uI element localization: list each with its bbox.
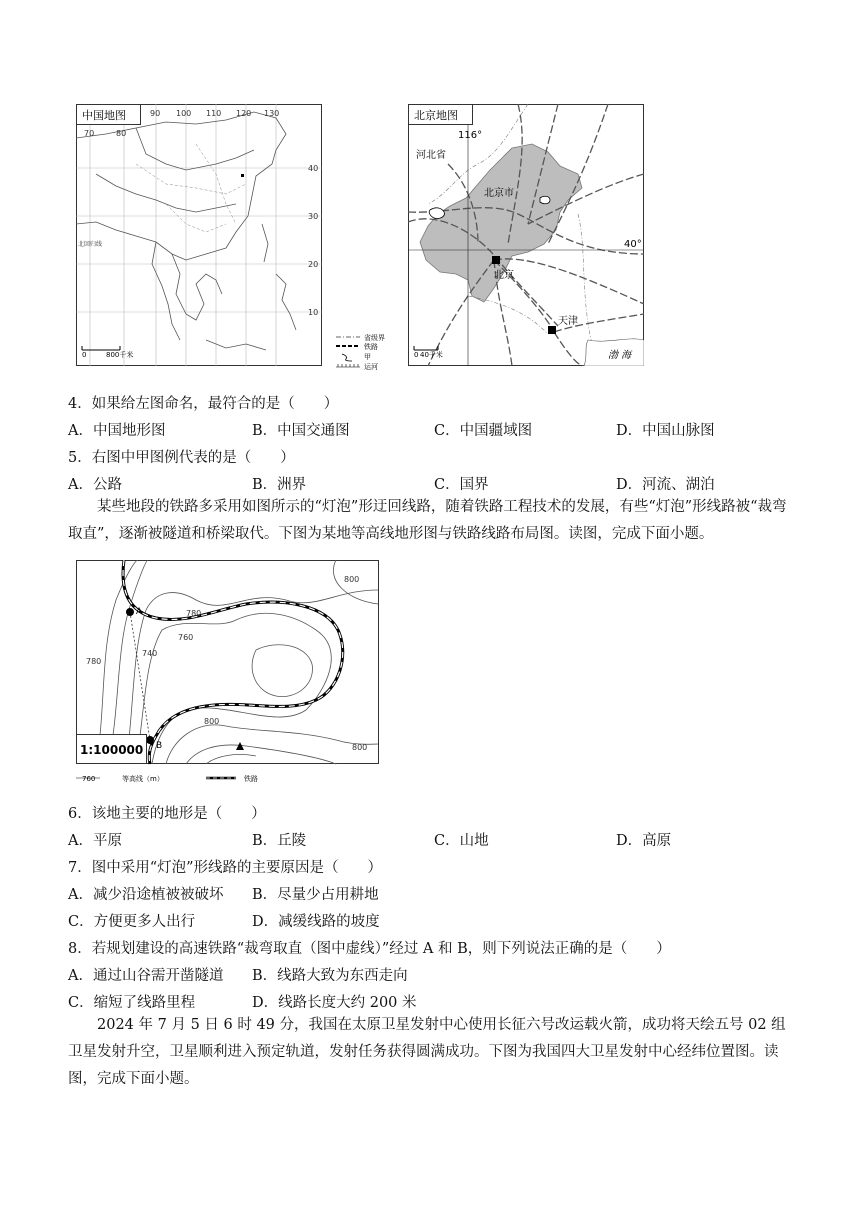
lon-label: 120 [236,109,252,118]
q6-option-a[interactable]: A．平原 [68,833,122,849]
hebei-label: 河北省 [416,150,446,161]
lat-label: 40° [624,239,642,250]
contour-label: 780 [186,609,202,618]
legend-contour: 等高线（m） [122,775,164,783]
q6-option-c[interactable]: C．山地 [434,833,489,849]
q7-option-c[interactable]: C．方便更多人出行 [68,914,196,930]
bohai-label: 渤 海 [608,350,632,361]
lon-label: 130 [264,109,280,118]
lat-label: 20 [308,260,319,269]
question-4-stem: 4．如果给左图命名，最符合的是（ ） [68,396,339,412]
scale-label: 800千米 [106,351,134,359]
legend-item: 运河 [364,363,378,370]
q5-option-d[interactable]: D．河流、湖泊 [616,477,715,493]
lon-label: 70 [84,129,95,138]
legend-item: 铁路 [364,343,378,351]
question-7-stem: 7．图中采用“灯泡”形线路的主要原因是（ ） [68,860,383,876]
contour-map [76,560,380,790]
q8-option-b[interactable]: B．线路大致为东西走向 [252,968,408,984]
contour-label: 760 [178,633,194,642]
intro-paragraph-2: 2024 年 7 月 5 日 6 时 49 分，我国在太原卫星发射中心使用长征六号改运载火箭，成功将天绘五号 02 组卫星发射升空，卫星顺利进入预定轨道，发射任务获得圆满成功。下图为我国四大卫星发射中心经纬位置图。读图，完成下面小题。 [68,1017,786,1087]
beijing-map [408,104,644,366]
q7-option-b[interactable]: B．尽量少占用耕地 [252,887,379,903]
legend-item: 省级界 [364,334,385,342]
lon-label: 116° [458,130,483,141]
q5-option-c[interactable]: C．国界 [434,477,489,493]
point-b-label: B [156,741,163,751]
china-map [76,104,322,366]
q4-option-a[interactable]: A．中国地形图 [68,423,166,439]
q7-option-a[interactable]: A．减少沿途植被被破坏 [68,887,224,903]
map-scale: 1:100000 [80,743,144,757]
q8-option-d[interactable]: D．线路长度大约 200 米 [252,995,417,1011]
map-legend [334,330,404,370]
beijing-map-title: 北京地图 [414,109,458,122]
lon-label: 90 [150,109,161,118]
q7-option-d[interactable]: D．减缓线路的坡度 [252,914,380,930]
intro-paragraph-1: 某些地段的铁路多采用如图所示的“灯泡”形迂回线路，随着铁路工程技术的发展，有些“灯泡”形线路被“裁弯取直”，逐渐被隧道和桥梁取代。下图为某地等高线地形图与铁路线路布局图。读图，完成下面小题。 [68,499,787,542]
contour-label: 800 [352,743,368,752]
contour-label: 780 [86,657,102,666]
beijing-label: 北京 [494,270,514,281]
lat-label: 30 [308,212,319,221]
lon-label: 100 [176,109,192,118]
scale-start: 0 [82,351,87,359]
question-6-stem: 6．该地主要的地形是（ ） [68,806,266,822]
q8-option-a[interactable]: A．通过山谷需开凿隧道 [68,968,224,984]
question-5-stem: 5．右图中甲图例代表的是（ ） [68,450,295,466]
legend-contour-value: 760 [82,775,96,783]
contour-label: 800 [204,717,220,726]
lon-label: 110 [206,109,222,118]
q8-option-c[interactable]: C．缩短了线路里程 [68,995,196,1011]
q6-option-b[interactable]: B．丘陵 [252,833,307,849]
q4-option-d[interactable]: D．中国山脉图 [616,423,715,439]
question-8-stem: 8．若规划建设的高速铁路“裁弯取直（图中虚线）”经过 A 和 B，则下列说法正确的是（ ） [68,941,671,957]
lat-label: 10 [308,308,319,317]
tropic-label: 北回归线 [78,241,103,248]
q5-option-b[interactable]: B．洲界 [252,477,307,493]
q4-option-b[interactable]: B．中国交通图 [252,423,350,439]
q6-option-d[interactable]: D．高原 [616,833,672,849]
tianjin-label: 天津 [558,316,578,327]
legend-item: 甲 [364,353,371,361]
q5-option-a[interactable]: A．公路 [68,477,122,493]
legend-rail: 铁路 [244,775,258,783]
contour-label: 740 [142,649,158,658]
q4-option-c[interactable]: C．中国疆域图 [434,423,533,439]
lat-label: 40 [308,164,319,173]
scale-start: 0 [414,351,419,359]
lon-label: 80 [116,129,127,138]
beijing-city-label: 北京市 [484,188,514,199]
scale-label: 40千米 [420,351,443,359]
point-a-label: A [136,607,143,617]
china-map-title: 中国地图 [82,109,126,122]
contour-label: 800 [344,575,360,584]
